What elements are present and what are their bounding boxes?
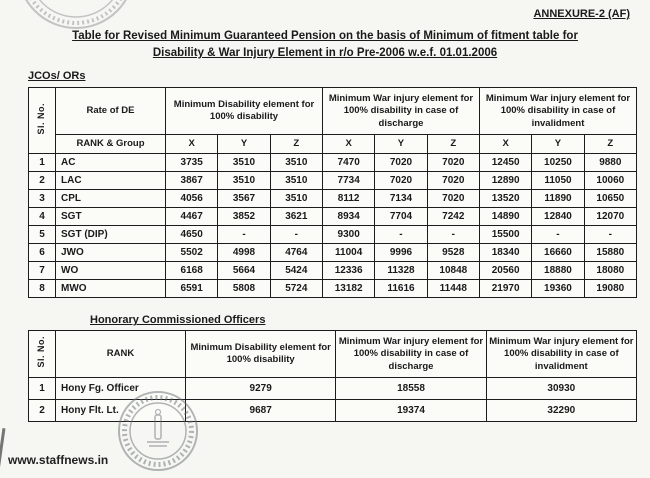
value-cell: 3510 <box>270 154 322 172</box>
value-cell: 3867 <box>166 172 218 190</box>
sl-no-cell: 8 <box>29 280 56 298</box>
col-y-header: Y <box>532 135 584 154</box>
value-cell: 14890 <box>479 208 531 226</box>
value-cell: 13182 <box>322 280 374 298</box>
value-cell: 18340 <box>479 244 531 262</box>
table-row <box>29 208 637 226</box>
value-cell: 3567 <box>218 190 270 208</box>
table-row <box>29 280 637 298</box>
value-cell: 4467 <box>166 208 218 226</box>
honorary-table-body <box>29 378 637 422</box>
value-cell: 5664 <box>218 262 270 280</box>
value-cell: 7020 <box>427 172 479 190</box>
value-cell: 8112 <box>322 190 374 208</box>
table-row <box>29 262 637 280</box>
sl-no-cell: 2 <box>29 172 56 190</box>
col-x-header: X <box>322 135 374 154</box>
rank-cell: MWO <box>56 280 166 298</box>
war-injury-invalidment-group-header: Minimum War injury element for 100% disability in case of invalidment <box>479 88 636 135</box>
group-header-row <box>29 88 637 135</box>
sl-no-header <box>29 88 56 154</box>
title-line-2: Disability & War Injury Element in r/o Pre-2006 w.e.f. 01.01.2006 <box>152 46 498 59</box>
sl-no-cell: 1 <box>29 154 56 172</box>
value-cell: 19374 <box>336 400 486 422</box>
value-cell: 5502 <box>166 244 218 262</box>
value-cell: 9528 <box>427 244 479 262</box>
war-injury-discharge-header: Minimum War injury element for 100% disability in case of discharge <box>336 331 486 378</box>
value-cell: 11004 <box>322 244 374 262</box>
value-cell: 4650 <box>166 226 218 244</box>
war-injury-invalidment-header: Minimum War injury element for 100% disability in case of invalidment <box>486 331 636 378</box>
scan-edge-artifact <box>0 428 5 478</box>
title-line-1: Table for Revised Minimum Guaranteed Pension on the basis of Minimum of fitment table for <box>72 30 578 42</box>
table-row <box>29 378 637 400</box>
value-cell: - <box>375 226 427 244</box>
value-cell: 3621 <box>270 208 322 226</box>
value-cell: 5424 <box>270 262 322 280</box>
value-cell: 12336 <box>322 262 374 280</box>
jcos-table-header <box>29 88 637 154</box>
war-injury-discharge-group-header: Minimum War injury element for 100% disability in case of discharge <box>322 88 479 135</box>
value-cell: 10650 <box>584 190 636 208</box>
sl-no-cell: 5 <box>29 226 56 244</box>
value-cell: 9880 <box>584 154 636 172</box>
value-cell: 21970 <box>479 280 531 298</box>
value-cell: 6591 <box>166 280 218 298</box>
value-cell: 7242 <box>427 208 479 226</box>
col-y-header: Y <box>218 135 270 154</box>
disability-header: Minimum Disability element for 100% disability <box>186 331 336 378</box>
value-cell: 18558 <box>336 378 486 400</box>
rank-cell: Hony Flt. Lt. <box>56 400 186 422</box>
value-cell: 12840 <box>532 208 584 226</box>
table-row <box>29 190 637 208</box>
value-cell: 3510 <box>218 154 270 172</box>
watermark-text: www.staffnews.in <box>8 453 109 467</box>
value-cell: 11890 <box>532 190 584 208</box>
value-cell: 7704 <box>375 208 427 226</box>
value-cell: 7134 <box>375 190 427 208</box>
honorary-table-header <box>29 331 637 378</box>
section-label-honorary: Honorary Commissioned Officers <box>90 314 266 327</box>
col-x-header: X <box>479 135 531 154</box>
sl-no-header <box>29 331 56 378</box>
col-z-header: Z <box>584 135 636 154</box>
value-cell: - <box>218 226 270 244</box>
value-cell: 10848 <box>427 262 479 280</box>
value-cell: 11328 <box>375 262 427 280</box>
value-cell: 30930 <box>486 378 636 400</box>
col-z-header: Z <box>270 135 322 154</box>
value-cell: 19360 <box>532 280 584 298</box>
value-cell: 12890 <box>479 172 531 190</box>
value-cell: 7470 <box>322 154 374 172</box>
value-cell: 11448 <box>427 280 479 298</box>
rank-cell: CPL <box>56 190 166 208</box>
rank-cell: Hony Fg. Officer <box>56 378 186 400</box>
col-z-header: Z <box>427 135 479 154</box>
value-cell: 9996 <box>375 244 427 262</box>
value-cell: 15880 <box>584 244 636 262</box>
value-cell: 9279 <box>186 378 336 400</box>
value-cell: 32290 <box>486 400 636 422</box>
value-cell: 4764 <box>270 244 322 262</box>
sl-no-cell: 3 <box>29 190 56 208</box>
sl-no-cell: 6 <box>29 244 56 262</box>
value-cell: 10250 <box>532 154 584 172</box>
value-cell: 13520 <box>479 190 531 208</box>
value-cell: 12450 <box>479 154 531 172</box>
col-x-header: X <box>166 135 218 154</box>
sl-no-cell: 4 <box>29 208 56 226</box>
value-cell: 11050 <box>532 172 584 190</box>
rank-header: RANK <box>56 331 186 378</box>
value-cell: 3510 <box>218 172 270 190</box>
value-cell: 9687 <box>186 400 336 422</box>
header-row <box>29 331 637 378</box>
value-cell: 7020 <box>375 154 427 172</box>
value-cell: 20560 <box>479 262 531 280</box>
sl-no-cell: 1 <box>29 378 56 400</box>
value-cell: 4056 <box>166 190 218 208</box>
sl-no-label: Sl. No. <box>36 336 47 368</box>
value-cell: 12070 <box>584 208 636 226</box>
value-cell: 4998 <box>218 244 270 262</box>
section-label-jcos-ors: JCOs/ ORs <box>28 70 86 83</box>
rank-cell: WO <box>56 262 166 280</box>
rate-of-de-header: Rate of DE <box>56 88 166 135</box>
value-cell: 16660 <box>532 244 584 262</box>
value-cell: 9300 <box>322 226 374 244</box>
rank-cell: JWO <box>56 244 166 262</box>
value-cell: - <box>270 226 322 244</box>
value-cell: 11616 <box>375 280 427 298</box>
page-title <box>0 28 650 61</box>
col-y-header: Y <box>375 135 427 154</box>
value-cell: 7734 <box>322 172 374 190</box>
value-cell: 18880 <box>532 262 584 280</box>
rank-cell: AC <box>56 154 166 172</box>
table-row <box>29 226 637 244</box>
value-cell: 6168 <box>166 262 218 280</box>
honorary-officers-table <box>28 330 637 422</box>
table-row <box>29 154 637 172</box>
value-cell: - <box>532 226 584 244</box>
value-cell: 10060 <box>584 172 636 190</box>
sl-no-cell: 2 <box>29 400 56 422</box>
value-cell: - <box>584 226 636 244</box>
value-cell: 3852 <box>218 208 270 226</box>
value-cell: 5724 <box>270 280 322 298</box>
sl-no-cell: 7 <box>29 262 56 280</box>
value-cell: 18080 <box>584 262 636 280</box>
value-cell: 19080 <box>584 280 636 298</box>
value-cell: 3510 <box>270 190 322 208</box>
rank-cell: SGT <box>56 208 166 226</box>
value-cell: 5808 <box>218 280 270 298</box>
value-cell: - <box>427 226 479 244</box>
jcos-table-body <box>29 154 637 298</box>
value-cell: 8934 <box>322 208 374 226</box>
rank-group-header: RANK & Group <box>56 135 166 154</box>
value-cell: 3735 <box>166 154 218 172</box>
rank-cell: LAC <box>56 172 166 190</box>
table-row <box>29 244 637 262</box>
value-cell: 7020 <box>427 190 479 208</box>
table-row <box>29 400 637 422</box>
value-cell: 7020 <box>375 172 427 190</box>
table-row <box>29 172 637 190</box>
jcos-ors-table <box>28 87 637 298</box>
disability-group-header: Minimum Disability element for 100% disability <box>166 88 323 135</box>
rank-cell: SGT (DIP) <box>56 226 166 244</box>
value-cell: 7020 <box>427 154 479 172</box>
value-cell: 15500 <box>479 226 531 244</box>
sub-header-row <box>29 135 637 154</box>
sl-no-label: Sl. No. <box>36 102 47 135</box>
value-cell: 3510 <box>270 172 322 190</box>
annexure-label: ANNEXURE-2 (AF) <box>533 8 630 20</box>
